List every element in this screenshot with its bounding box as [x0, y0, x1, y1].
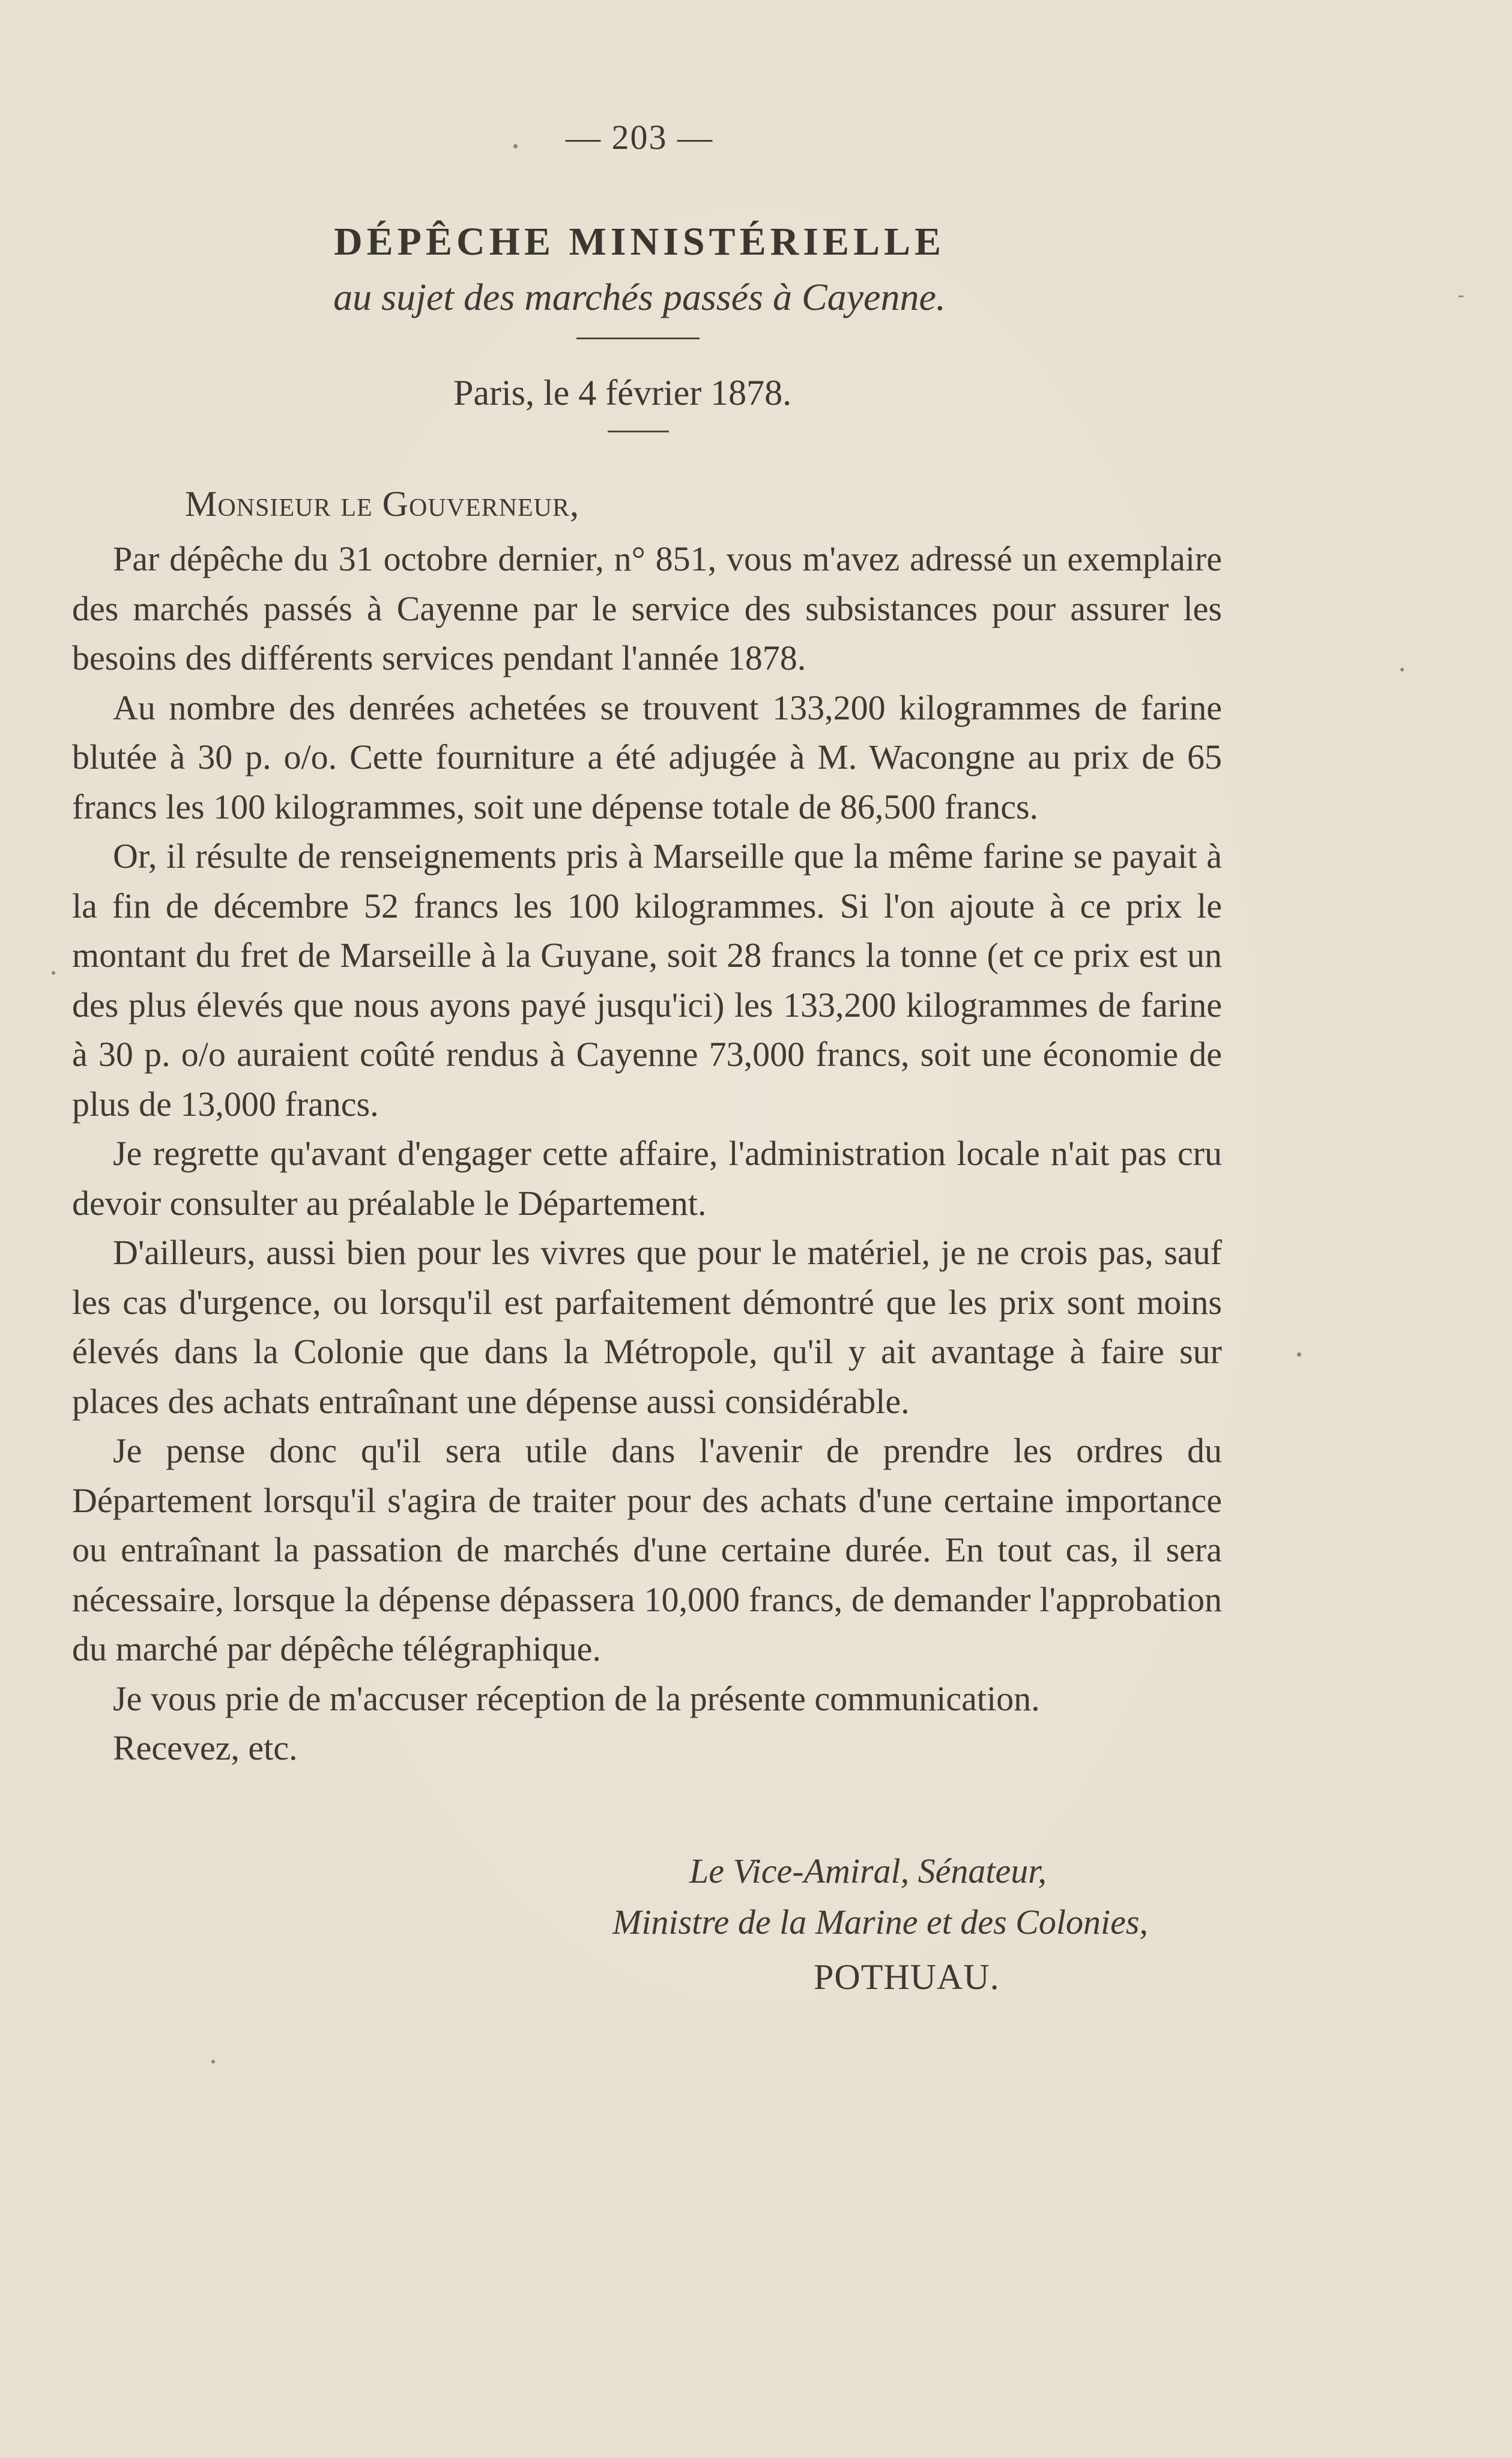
- paragraph-6: Je pense donc qu'il sera utile dans l'avenir de prendre les ordres du Département lorsqu'il s'agira de traiter pour des achats d'une certaine importance ou entraînant la passation de marchés d'une certaine durée. En tout cas, il sera nécessaire, lorsque la dépense dépassera 10,000 francs, de demander l'approbation du marché par dépêche télégraphique.: [72, 1431, 1222, 1668]
- signature-name: POTHUAU.: [814, 1957, 1000, 1997]
- paragraph-2: Au nombre des denrées achetées se trouvent 133,200 kilogrammes de farine blutée à 30 p. o/o. Cette fourniture a été adjugée à M. Wacongne au prix de 65 francs les 100 kilogrammes, soit une dépense totale de 86,500 francs.: [72, 688, 1222, 826]
- page-number: — 203 —: [566, 118, 713, 157]
- paper-speck: [1297, 1352, 1301, 1357]
- letter-body: [72, 534, 1222, 1773]
- paper-speck: [52, 971, 55, 975]
- signature-role: Ministre de la Marine et des Colonies,: [612, 1903, 1148, 1942]
- paragraph-4: Je regrette qu'avant d'engager cette affaire, l'administration locale n'ait pas cru devoir consulter au préalable le Département.: [72, 1134, 1222, 1223]
- paragraph-1: Par dépêche du 31 octobre dernier, n° 851, vous m'avez adressé un exemplaire des marchés passés à Cayenne par le service des subsistances pour assurer les besoins des différents services pendant l'année 1878.: [72, 539, 1222, 677]
- paper-speck: [211, 2060, 215, 2063]
- paragraph-7: Je vous prie de m'accuser réception de la présente communication.: [113, 1679, 1040, 1718]
- paper-speck: [513, 144, 518, 148]
- salutation: Monsieur le Gouverneur,: [185, 484, 579, 524]
- dateline: Paris, le 4 février 1878.: [453, 373, 792, 413]
- title-divider: [576, 338, 700, 339]
- dateline-divider: [608, 431, 669, 432]
- paper-speck: [1458, 295, 1464, 297]
- signature-rank: Le Vice-Amiral, Sénateur,: [689, 1851, 1047, 1890]
- document-title: DÉPÊCHE MINISTÉRIELLE: [333, 220, 946, 264]
- paper-speck: [1400, 668, 1404, 671]
- paragraph-5: D'ailleurs, aussi bien pour les vivres que pour le matériel, je ne crois pas, sauf les cas d'urgence, ou lorsqu'il est parfaitement démontré que les prix sont moins élevés dans la Colonie que dans la Métropole, qu'il y ait avantage à faire sur places des achats entraînant une dépense aussi considérable.: [72, 1233, 1222, 1421]
- document-subtitle: au sujet des marchés passés à Cayenne.: [333, 276, 946, 318]
- paragraph-3: Or, il résulte de renseignements pris à Marseille que la même farine se payait à la fin de décembre 52 francs les 100 kilogrammes. Si l'on ajoute à ce prix le montant du fret de Marseille à la Guyane, soit 28 francs la tonne (et ce prix est un des plus élevés que nous ayons payé jusqu'ici) les 133,200 kilogrammes de farine à 30 p. o/o auraient coûté rendus à Cayenne 73,000 francs, soit une économie de plus de 13,000 francs.: [72, 837, 1222, 1124]
- closing-line: Recevez, etc.: [113, 1728, 298, 1767]
